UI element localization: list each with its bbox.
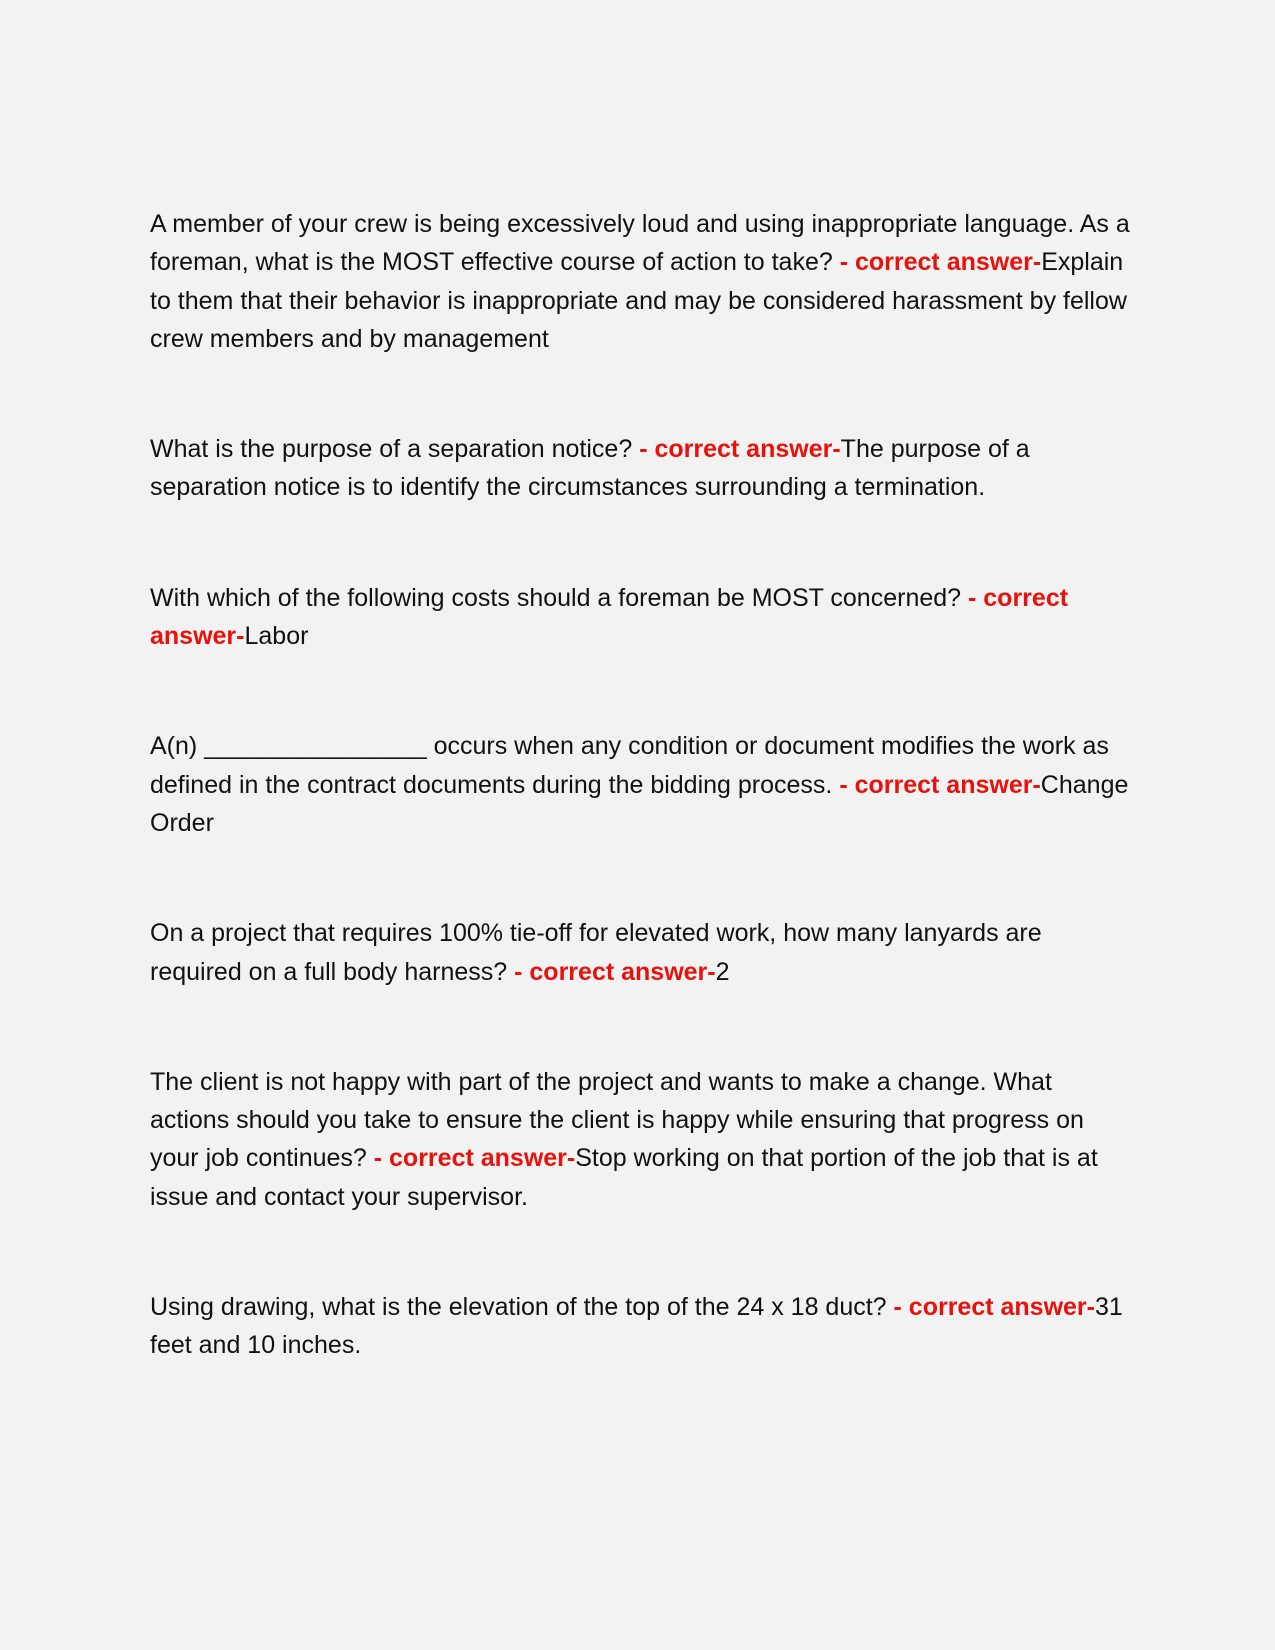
question-text: With which of the following costs should a foreman be MOST concerned? <box>150 583 962 612</box>
question-text: The client is not happy with part of the project and wants to make a change. What actions should you take to ensure the client is happy while ensuring that progress on your job continues? <box>150 1067 1084 1173</box>
answer-text: 31 feet and 10 inches. <box>150 1293 1123 1360</box>
question-text: A(n) ________________ occurs when any condition or document modifies the work as defined in the contract documents during the bidding process. <box>150 732 1109 799</box>
correct-answer-marker: - correct answer- <box>507 957 716 986</box>
answer-text: 2 <box>715 957 730 986</box>
answer-text: Change Order <box>150 770 1129 837</box>
qa-item <box>150 579 1135 656</box>
correct-answer-marker: - correct answer- <box>832 248 1042 277</box>
qa-item <box>150 914 1135 991</box>
answer-text: The purpose of a separation notice is to identify the circumstances surrounding a termination. <box>150 435 1030 502</box>
qa-item <box>150 205 1135 358</box>
document-page <box>150 205 1135 1437</box>
qa-item <box>150 1063 1135 1216</box>
correct-answer-marker: - correct answer- <box>632 435 841 464</box>
question-text: Using drawing, what is the elevation of the top of the 24 x 18 duct? <box>150 1293 887 1322</box>
correct-answer-marker: - correct answer- <box>366 1144 576 1173</box>
correct-answer-marker: - correct answer- <box>886 1293 1095 1322</box>
answer-text: Explain to them that their behavior is inappropriate and may be considered harassment by fellow crew members and by management <box>150 248 1127 353</box>
qa-item <box>150 430 1135 507</box>
correct-answer-marker: - correct answer- <box>832 770 1041 799</box>
question-text: On a project that requires 100% tie-off for elevated work, how many lanyards are required on a full body harness? <box>150 919 1042 986</box>
question-text: What is the purpose of a separation notice? <box>150 435 633 464</box>
answer-text: Labor <box>244 622 309 651</box>
answer-text: Stop working on that portion of the job that is at issue and contact your supervisor. <box>150 1144 1098 1211</box>
question-text: A member of your crew is being excessively loud and using inappropriate language. As a foreman, what is the MOST effective course of action to take? <box>150 210 1130 277</box>
qa-item <box>150 1288 1135 1365</box>
qa-item <box>150 727 1135 842</box>
correct-answer-marker: - correct answer- <box>150 583 1069 651</box>
